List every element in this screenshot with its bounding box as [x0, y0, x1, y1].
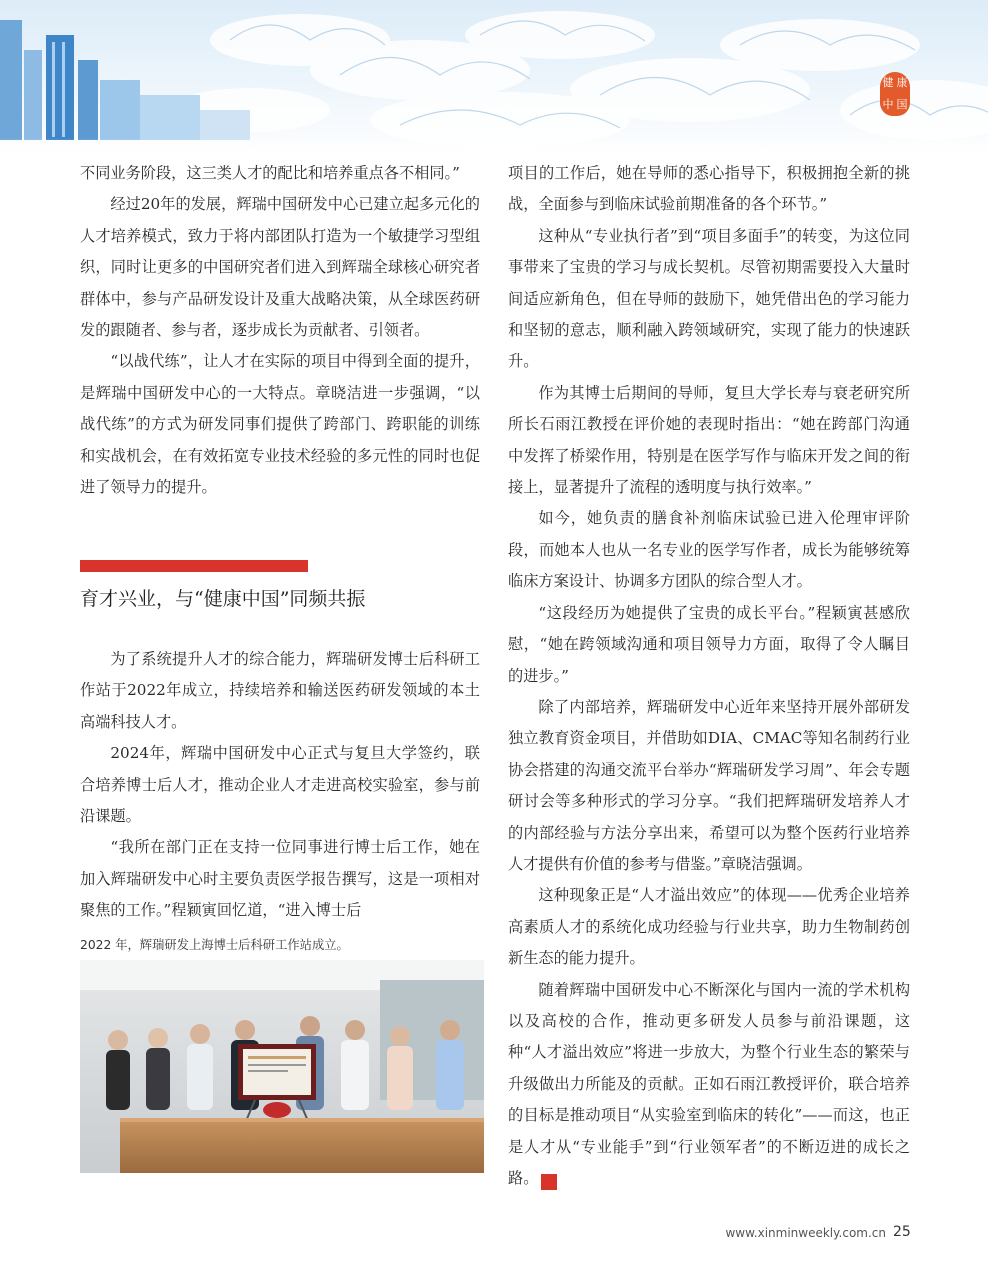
left-column-section: [80, 644, 480, 927]
header-banner: [0, 0, 988, 160]
seal-char: 健: [882, 76, 894, 89]
group-photo: [80, 960, 484, 1173]
seal-char: 国: [896, 98, 908, 111]
section-divider-bar: [80, 560, 308, 572]
paragraph: “我所在部门正在支持一位同事进行博士后工作，她在加入辉瑞研发中心时主要负责医学报告撰写，这是一项相对聚焦的工作。”程颖寅回忆道，“进入博士后: [80, 838, 480, 920]
seal-char: 康: [896, 76, 908, 89]
paragraph: 如今，她负责的膳食补剂临床试验已进入伦理审评阶段，而她本人也从一名专业的医学写作者，成长为能够统筹临床方案设计、协调多方团队的综合型人才。: [508, 509, 910, 591]
paragraph: “这段经历为她提供了宝贵的成长平台。”程颖寅甚感欣慰，“她在跨领域沟通和项目领导力方面，取得了令人瞩目的进步。”: [508, 603, 910, 685]
skyline-and-clouds-illustration: [0, 0, 988, 160]
seal-char: 中: [882, 98, 894, 111]
right-column: [508, 158, 910, 1194]
section-heading: 育才兴业，与“健康中国”同频共振: [80, 588, 366, 610]
paragraph-text: 随着辉瑞中国研发中心不断深化与国内一流的学术机构以及高校的合作，推动更多研发人员参与前沿课题，这种“人才溢出效应”将进一步放大，为整个行业生态的繁荣与升级做出力所能及的贡献。正如石雨江教授评价，联合培养的目标是推动项目“从实验室到临床的转化”——而这，也正是人才从“专业能手”到“行业领军者”的不断迈进的成长之路。: [508, 980, 910, 1187]
group-photo-illustration: [80, 960, 484, 1173]
photo-caption: 2022 年，辉瑞研发上海博士后科研工作站成立。: [80, 938, 349, 952]
paragraph: 不同业务阶段，这三类人才的配比和培养重点各不相同。”: [80, 164, 460, 182]
paragraph: [508, 975, 910, 1195]
paragraph: 这种现象正是“人才溢出效应”的体现——优秀企业培养高素质人才的系统化成功经验与行业共享，助力生物制药创新生态的能力提升。: [508, 886, 910, 968]
paragraph: 经过20年的发展，辉瑞中国研发中心已建立起多元化的人才培养模式，致力于将内部团队打造为一个敏捷学习型组织，同时让更多的中国研究者们进入到辉瑞全球核心研究者群体中，参与产品研发设计及重大战略决策，从全球医药研发的跟随者、参与者，逐步成长为贡献者、引领者。: [80, 195, 480, 340]
paragraph: 作为其博士后期间的导师，复旦大学长寿与衰老研究所所长石雨江教授在评价她的表现时指出：“她在跨部门沟通中发挥了桥梁作用，特别是在医学写作与临床开发之间的衔接上，显著提升了流程的透明度与执行效率。”: [508, 383, 910, 497]
end-mark-icon: 民: [541, 1174, 557, 1190]
left-column: [80, 158, 480, 503]
paragraph: 除了内部培养，辉瑞研发中心近年来坚持开展外部研发独立教育资金项目，并借助如DIA、CMAC等知名制药行业协会搭建的沟通交流平台举办“辉瑞研发学习周”、年会专题研讨会等多种形式的学习分享。“我们把辉瑞研发培养人才的内部经验与方法分享出来，希望可以为整个医药行业培养人才提供有价值的参考与借鉴。”章晓洁强调。: [508, 697, 910, 873]
paragraph: 这种从“专业执行者”到“项目多面手”的转变，为这位同事带来了宝贵的学习与成长契机。尽管初期需要投入大量时间适应新角色，但在导师的鼓励下，她凭借出色的学习能力和坚韧的意志，顺利融入跨领域研究，实现了能力的快速跃升。: [508, 226, 910, 371]
page-number: 25: [893, 1224, 911, 1240]
footer-url: www.xinminweekly.com.cn: [725, 1226, 886, 1240]
health-china-seal-logo: [880, 72, 910, 116]
paragraph: 为了系统提升人才的综合能力，辉瑞研发博士后科研工作站于2022年成立，持续培养和输送医药研发领域的本土高端科技人才。: [80, 650, 480, 731]
paragraph: 2024年，辉瑞中国研发中心正式与复旦大学签约，联合培养博士后人才，推动企业人才走进高校实验室，参与前沿课题。: [80, 744, 480, 826]
paragraph: 项目的工作后，她在导师的悉心指导下，积极拥抱全新的挑战，全面参与到临床试验前期准备的各个环节。”: [508, 164, 910, 214]
paragraph: “以战代练”，让人才在实际的项目中得到全面的提升，是辉瑞中国研发中心的一大特点。章晓洁进一步强调，“以战代练”的方式为研发同事们提供了跨部门、跨职能的训练和实战机会，在有效拓宽专业技术经验的多元性的同时也促进了领导力的提升。: [80, 352, 480, 497]
